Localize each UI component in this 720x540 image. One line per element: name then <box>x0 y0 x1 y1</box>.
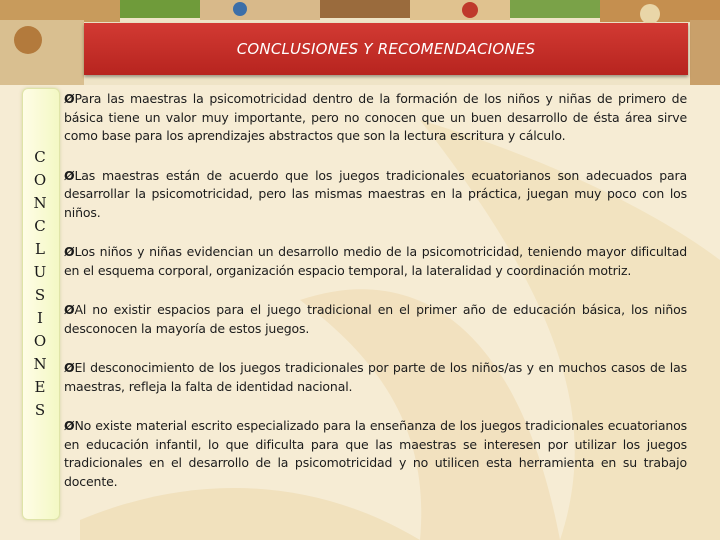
side-letter: I <box>37 309 43 327</box>
side-letter: E <box>34 378 46 396</box>
conclusion-item <box>64 417 687 491</box>
arrow-bullet-icon: Ø <box>64 418 75 433</box>
side-letter: N <box>33 355 47 373</box>
side-letter: C <box>34 148 46 166</box>
conclusion-text: Al no existir espacios para el juego tradicional en el primer año de educación básica, los niños desconocen la mayoría de estos juegos. <box>64 302 687 336</box>
side-letter: S <box>34 401 46 419</box>
side-label <box>22 146 58 422</box>
title-banner <box>84 23 688 75</box>
conclusion-item <box>64 90 687 146</box>
side-letter: U <box>33 263 47 281</box>
side-letter: S <box>34 286 46 304</box>
arrow-bullet-icon: Ø <box>64 360 75 375</box>
arrow-bullet-icon: Ø <box>64 167 75 183</box>
arrow-bullet-icon: Ø <box>64 244 75 259</box>
side-letter: C <box>34 217 46 235</box>
conclusion-item <box>64 359 687 396</box>
slide-title: CONCLUSIONES Y RECOMENDACIONES <box>236 40 536 58</box>
conclusion-text: El desconocimiento de los juegos tradicionales por parte de los niños/as y en muchos casos de las maestras, refleja la falta de identidad nacional. <box>64 360 687 394</box>
conclusion-text: Los niños y niñas evidencian un desarrollo medio de la psicomotricidad, teniendo mayor dificultad en el esquema corporal, organización espacio temporal, la lateralidad y coordinación motriz. <box>64 244 687 278</box>
side-letter: L <box>35 240 45 258</box>
conclusion-item <box>64 167 687 223</box>
conclusion-text: Para las maestras la psicomotricidad dentro de la formación de los niños y niñas de primero de básica tiene un valor muy importante, pero no conocen que un buen desarrollo de ésta área sirve como base para los aprendizajes abstractos que son la lectura escritura y cálculo. <box>64 91 687 143</box>
conclusion-item <box>64 243 687 280</box>
side-letter: O <box>33 171 47 189</box>
conclusion-text: No existe material escrito especializado para la enseñanza de los juegos tradicionales ecuatorianos en educación infantil, lo que dificulta para que las maestras se interesen por utilizar los juegos tradicionales en el desarrollo de la psicomotricidad y no utilicen esta herramienta en su trabajo docente. <box>64 418 687 489</box>
side-letter: N <box>33 194 47 212</box>
conclusion-item <box>64 301 687 338</box>
conclusion-text: Las maestras están de acuerdo que los juegos tradicionales ecuatorianos son adecuados para desarrollar la psicomotricidad, pero las mismas maestras en la práctica, juegan muy poco con los niños. <box>64 167 687 220</box>
arrow-bullet-icon: Ø <box>64 91 75 106</box>
conclusions-list <box>64 88 687 491</box>
arrow-bullet-icon: Ø <box>64 302 75 317</box>
side-letter: O <box>33 332 47 350</box>
